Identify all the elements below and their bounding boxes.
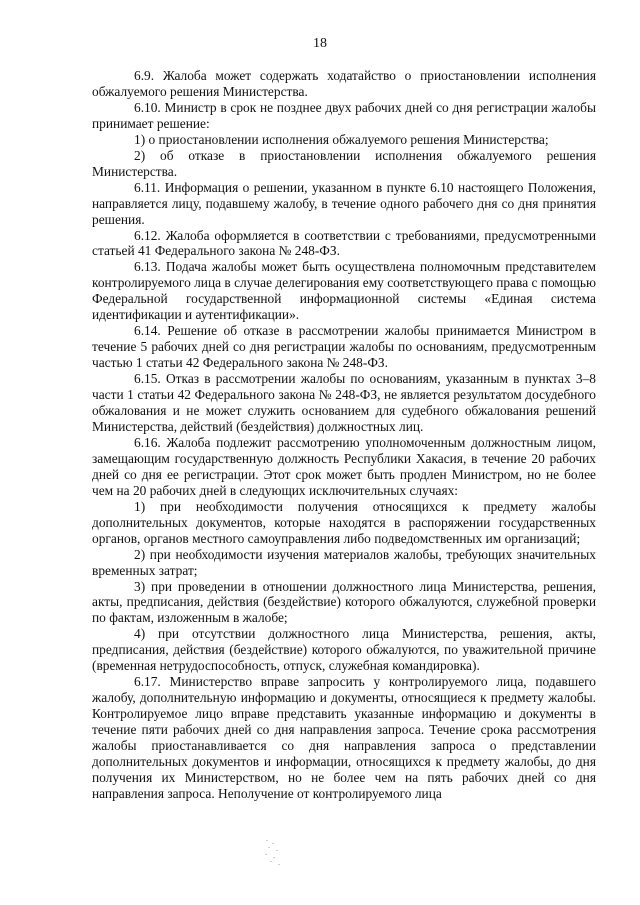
list-item-6-10-1: 1) о приостановлении исполнения обжалуемого решения Министерства; xyxy=(134,131,549,147)
paragraph-6-17: 6.17. Министерство вправе запросить у контролируемого лица, подавшего жалобу, дополнительную информацию и документы, относящиеся к предмету жалобы. Контролируемое лицо вправе представить указанные информацию и документы в течение пяти рабочих дней со дня направления запроса. Течение срока рассмотрения жалобы приостанавливается со дня направления запроса о представлении дополнительных документов и информации, относящихся к предмету жалобы, до дня получения их Министерством, но не более чем на пять рабочих дней со дня направления запроса. Неполучение от контролируемого лица xyxy=(92,674,596,801)
paragraph-6-13: 6.13. Подача жалобы может быть осуществлена полномочным представителем контролируемого лица в случае делегирования ему соответствующего права с помощью Федеральной государственной информационной системы «Единая система идентификации и аутентификации». xyxy=(92,259,596,323)
list-item-6-10-2: 2) об отказе в приостановлении исполнения обжалуемого решения Министерства. xyxy=(92,147,596,179)
list-item-6-16-3: 3) при проведении в отношении должностного лица Министерства, решения, акты, предписания, действия (бездействие) которого обжалуются, служебной проверки по фактам, изложенным в жалобе; xyxy=(92,578,596,626)
page-number: 18 xyxy=(313,36,327,51)
paragraph-6-10: 6.10. Министр в срок не позднее двух рабочих дней со дня регистрации жалобы принимает решение: xyxy=(92,99,596,131)
list-item-6-16-2: 2) при необходимости изучения материалов жалобы, требующих значительных временных затрат; xyxy=(92,546,596,578)
scan-artifact xyxy=(262,838,286,866)
list-item-6-16-1: 1) при необходимости получения относящихся к предмету жалобы дополнительных документов, которые находятся в распоряжении государственных органов, органов местного самоуправления либо подведомственных им организаций; xyxy=(92,498,596,546)
paragraph-6-14: 6.14. Решение об отказе в рассмотрении жалобы принимается Министром в течение 5 рабочих дней со дня регистрации жалобы по основаниям, предусмотренным частью 1 статьи 42 Федерального закона № 248-ФЗ. xyxy=(92,323,596,371)
document-body xyxy=(92,68,596,802)
list-item-6-16-4: 4) при отсутствии должностного лица Министерства, решения, акты, предписания, действия (бездействие) которого обжалуются, по уважительной причине (временная нетрудоспособность, отпуск, служебная командировка). xyxy=(92,626,596,674)
paragraph-6-15: 6.15. Отказ в рассмотрении жалобы по основаниям, указанным в пунктах 3–8 части 1 статьи 42 Федерального закона № 248-ФЗ, не является результатом досудебного обжалования и не может служить основанием для судебного обжалования решений Министерства, действий (бездействия) должностных лиц. xyxy=(92,371,596,434)
paragraph-6-16: 6.16. Жалоба подлежит рассмотрению уполномоченным должностным лицом, замещающим государственную должность Республики Хакасия, в течение 20 рабочих дней со дня ее регистрации. Этот срок может быть продлен Министром, но не более чем на 20 рабочих дней в следующих исключительных случаях: xyxy=(92,434,596,498)
paragraph-6-12: 6.12. Жалоба оформляется в соответствии с требованиями, предусмотренными статьей 41 Федерального закона № 248-ФЗ. xyxy=(92,227,596,259)
paragraph-6-11: 6.11. Информация о решении, указанном в пункте 6.10 настоящего Положения, направляется лицу, подавшему жалобу, в течение одного рабочего дня со дня принятия решения. xyxy=(92,179,596,227)
paragraph-6-9: 6.9. Жалоба может содержать ходатайство о приостановлении исполнения обжалуемого решения Министерства. xyxy=(92,68,596,99)
